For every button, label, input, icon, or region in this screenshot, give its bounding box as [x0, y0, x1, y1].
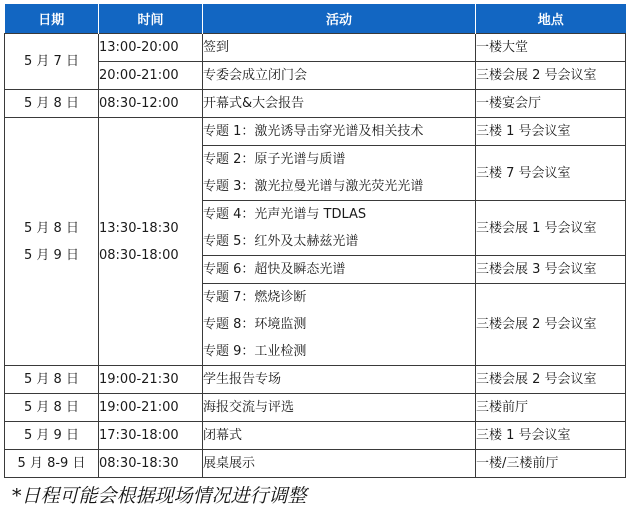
activity-cell: 签到 [203, 34, 476, 62]
schedule-note: *日程可能会根据现场情况进行调整 [12, 485, 307, 507]
header-location: 地点 [476, 4, 626, 34]
location-cell: 三楼会展 2 号会议室 [476, 62, 626, 90]
header-row [5, 4, 626, 34]
date-cell: 5 月 7 日 [5, 34, 99, 90]
activity-cell: 开幕式&大会报告 [203, 90, 476, 118]
location-cell: 一楼/三楼前厅 [476, 450, 626, 478]
table-row [5, 450, 626, 478]
activity-cell: 学生报告专场 [203, 366, 476, 394]
time-cell: 13:00-20:00 [99, 34, 203, 62]
activity-cell [203, 284, 476, 366]
activity-cell [203, 201, 476, 256]
table-row [5, 422, 626, 450]
date-line: 5 月 8 日 [24, 220, 79, 236]
activity-cell: 专题 6：超快及瞬态光谱 [203, 256, 476, 284]
date-cell: 5 月 9 日 [5, 422, 99, 450]
location-cell: 三楼会展 2 号会议室 [476, 284, 626, 366]
date-line: 5 月 9 日 [24, 247, 79, 263]
location-cell: 一楼宴会厅 [476, 90, 626, 118]
topic-line: 专题 7：燃烧诊断 [203, 290, 307, 305]
topic-line: 专题 3：激光拉曼光谱与激光荧光光谱 [203, 179, 424, 194]
topic-line: 专题 9：工业检测 [203, 344, 307, 359]
time-cell-multi [99, 118, 203, 366]
header-activity: 活动 [203, 4, 476, 34]
location-cell: 三楼 1 号会议室 [476, 422, 626, 450]
date-cell: 5 月 8 日 [5, 366, 99, 394]
topic-line: 专题 5：红外及太赫兹光谱 [203, 234, 359, 249]
date-cell: 5 月 8-9 日 [5, 450, 99, 478]
location-cell: 三楼会展 2 号会议室 [476, 366, 626, 394]
time-cell: 08:30-18:30 [99, 450, 203, 478]
time-cell: 17:30-18:00 [99, 422, 203, 450]
header-date: 日期 [5, 4, 99, 34]
location-cell: 三楼 1 号会议室 [476, 118, 626, 146]
location-cell: 三楼会展 1 号会议室 [476, 201, 626, 256]
table-row [5, 34, 626, 62]
time-cell: 19:00-21:00 [99, 394, 203, 422]
topic-line: 专题 4：光声光谱与 TDLAS [203, 207, 367, 222]
time-cell: 20:00-21:00 [99, 62, 203, 90]
table-row [5, 394, 626, 422]
location-cell: 三楼 7 号会议室 [476, 146, 626, 201]
date-cell: 5 月 8 日 [5, 90, 99, 118]
table-row [5, 118, 626, 146]
table-row [5, 90, 626, 118]
date-cell: 5 月 8 日 [5, 394, 99, 422]
location-cell: 一楼大堂 [476, 34, 626, 62]
table-row [5, 62, 626, 90]
table-row [5, 366, 626, 394]
activity-cell: 闭幕式 [203, 422, 476, 450]
time-cell: 19:00-21:30 [99, 366, 203, 394]
schedule-table [4, 4, 626, 478]
topic-line: 专题 2：原子光谱与质谱 [203, 152, 346, 167]
topic-line: 专题 8：环境监测 [203, 317, 307, 332]
activity-cell [203, 146, 476, 201]
date-cell-multi [5, 118, 99, 366]
activity-cell: 海报交流与评选 [203, 394, 476, 422]
activity-cell: 展桌展示 [203, 450, 476, 478]
activity-cell: 专委会成立闭门会 [203, 62, 476, 90]
time-line: 13:30-18:30 [99, 220, 179, 236]
activity-cell: 专题 1：激光诱导击穿光谱及相关技术 [203, 118, 476, 146]
location-cell: 三楼前厅 [476, 394, 626, 422]
time-line: 08:30-18:00 [99, 247, 179, 263]
time-cell: 08:30-12:00 [99, 90, 203, 118]
location-cell: 三楼会展 3 号会议室 [476, 256, 626, 284]
header-time: 时间 [99, 4, 203, 34]
